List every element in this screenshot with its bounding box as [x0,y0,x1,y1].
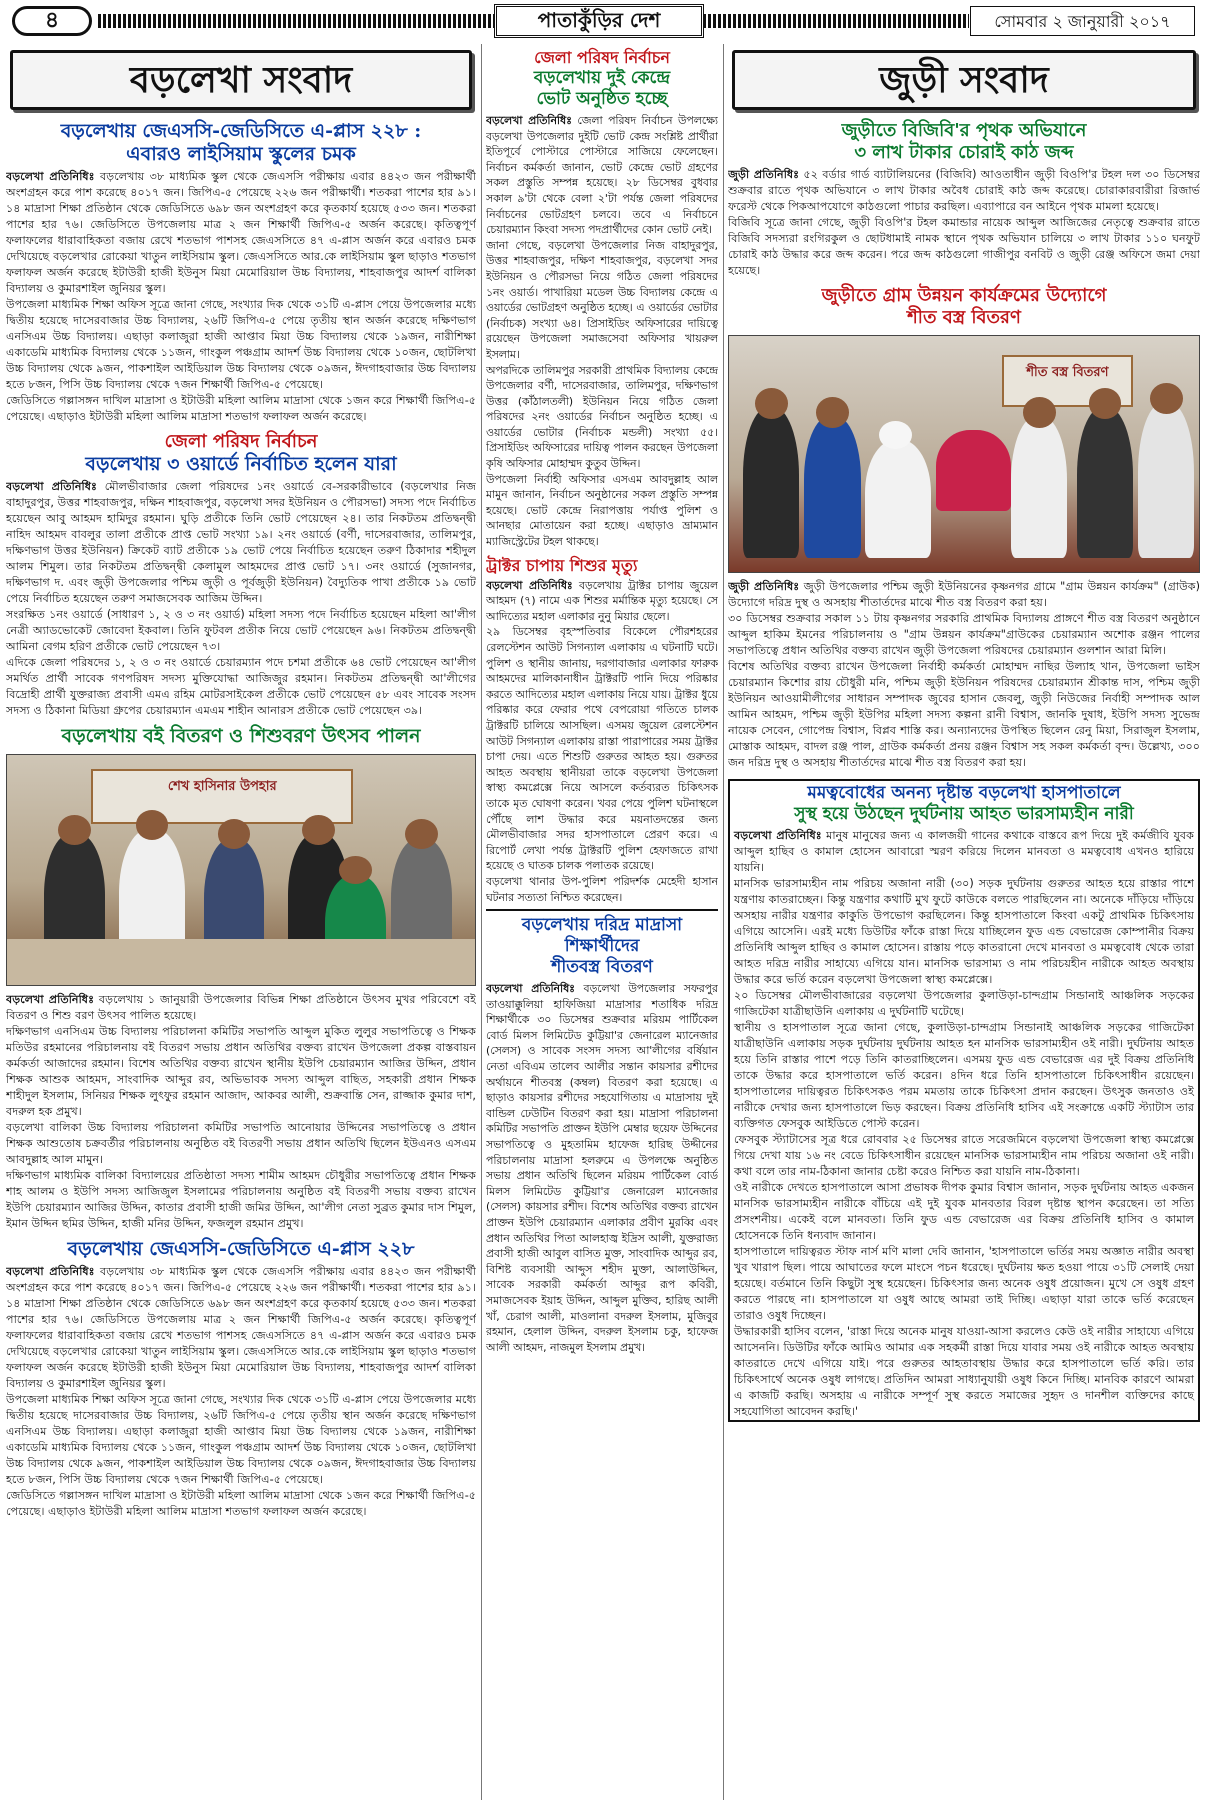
article-body [6,992,476,1232]
byline: জুড়ী প্রতিনিধিঃ [728,168,800,181]
byline: জুড়ী প্রতিনিধিঃ [728,580,800,593]
article-headline: ৩ লাখ টাকার চোরাই কাঠ জব্দ [854,142,1074,163]
article-body [486,981,718,1355]
paragraph: উদ্ধারকারী হাসিব বলেন, 'রাস্তা দিয়ে অনেক মানুষ যাওয়া-আসা করলেও কেউ ওই নারীর সাহায্যে এগিয়ে আসেননি। ডিউটির ফাঁকে আমিও আমার এক সহকর্মী রাস্তা দিয়ে যাবার সময় ওই নারীকে আহত অবস্থায় কাতরাতে দেখে এগিয়ে যাই। পরে গুরুতর আহতাবস্থায় উদ্ধার করে হাসপাতালে ভর্তি করি। তার চিকিৎসার্থে অনেক ওষুধ লাগছে। প্রতিদিন আমরা সাধ্যানুযায়ী ওষুধ কিনে দিচ্ছি। মানবিক কারণে আমরা এ কাজটি করছি। অসহায় এ নারীকে সম্পূর্ণ সুস্থ করতে সমাজের সুহৃদ ও দানশীল ব্যক্তিদের কাছে সহযোগিতা আবেদন করছি।' [734,1325,1194,1418]
byline: বড়লেখা প্রতিনিধিঃ [6,993,95,1006]
article-jsc-result [6,120,476,425]
paragraph: জেডিসিতে গল্লাসঙ্গন দাখিল মাদ্রাসা ও ইটাউরী মহিলা আলিম মাদ্রাসা থেকে ১জন করে শিক্ষার্থী জিপিএ-৫ পেয়েছে। এছাড়াও ইটাউরী মহিলা আলিম মাদ্রাসা শতভাগ ফলাফল অর্জন করেছে। [6,1489,476,1518]
article-headline: জুড়ীতে বিজিবি'র পৃথক অভিযানে [841,120,1087,141]
article-body [734,828,1194,1420]
paragraph: অপরদিকে তালিমপুর সরকারী প্রাথমিক বিদ্যালয় কেন্দ্রে উপজেলার বর্ণী, দাসেরবাজার, তালিমপুর, দক্ষিণভাগ উত্তর (কাঁঠালতলী) ইউনিয়ন নিয়ে গঠিত জেলা পরিষদের ২নং ওয়ার্ডের নির্বাচন অনুষ্ঠিত হচ্ছে। এ ওয়ার্ডের ভোটার (নির্বাচক মন্ডলী) সংখ্যা ৫৫। প্রিসাইডিং অফিসারের দায়িত্ব পালন করছেন উপজেলা কৃষি অফিসার মোহাম্মদ কুতুব উদ্দিন। [486,363,718,471]
paragraph: সংরক্ষিত ১নং ওয়ার্ডে (সাধারণ ১, ২ ও ৩ নং ওয়ার্ড) মহিলা সদস্য পদে নির্বাচিত হয়েছেন মহিলা আ'লীগ নেত্রী অ্যাডভোকেট জোবেদা ইকবাল। তিনি ফুটবল প্রতীক নিয়ে ভোট পেয়েছেন ৯৬। নিকটতম প্রতিদ্বন্দ্বী আমিনা বেগম হরিণ প্রতীকে ভোট পেয়েছেন ৭৩। [6,608,476,653]
byline: বড়লেখা প্রতিনিধিঃ [6,1265,95,1278]
article-headline: জুড়ীতে গ্রাম উন্নয়ন কার্যক্রমের উদ্যোগে [821,285,1107,306]
article-book-distribution [6,725,476,1232]
paragraph: ৩০ ডিসেম্বর শুক্রবার সকাল ১১ টায় কৃষ্ণনগর সরকারি প্রাথমিক বিদ্যালয় প্রাঙ্গণে শীত বস্ত্র বিতরণ অনুষ্ঠানে আব্দুল হাকিম ইমনের পরিচালনায় ও "গ্রাম উন্নয়ন কার্যক্রম"গ্রাউকের চেয়ারম্যান অশোক রঞ্জন পালের সভাপতিত্বে প্রধান অতিথির বক্তব্য রাখেন জুড়ী উপজেলা পরিষদের চেয়ারম্যান গুলশান আরা মিলি। [728,612,1200,657]
paragraph: এদিকে জেলা পরিষদের ১, ২ ও ৩ নং ওয়ার্ডে চেয়ারম্যান পদে চশমা প্রতীকে ৬৪ ভোট পেয়েছেন আ'লীগ সমর্থিত প্রার্থী সাবেক গণপরিষদ সদস্য মুক্তিযোদ্ধা আজিজুর রহমান। নিকটতম প্রতিদ্বন্দ্বী আ'লীগের বিদ্রোহী প্রার্থী যুক্তরাজ্য প্রবাসী এমএ রহিম মোটরসাইকেল প্রতীকে ভোট পেয়েছেন ৫৮ এবং সাবেক সংসদ সদস্য ও ঠিকানা মিডিয়া গ্রুপের চেয়ারম্যান এমএম শাহীন আনারস প্রতীকে ভোট পেয়েছেন ৩৯। [6,656,476,717]
article-tractor-accident [486,556,718,905]
paragraph: উপজেলা মাধ্যমিক শিক্ষা অফিস সূত্রে জানা গেছে, সংখ্যার দিক থেকে ৩১টি এ-প্লাস পেয়ে উপজেলার মধ্যে দ্বিতীয় হয়েছে দাসেরবাজার উচ্চ বিদ্যালয়, ২৬টি জিপিএ-৫ পেয়ে তৃতীয় স্থান অর্জন করেছে দক্ষিণভাগ এনসিএম উচ্চ বিদ্যালয়। এছাড়া কলাজুরা হাজী আপ্তাব মিয়া উচ্চ বিদ্যালয় থেকে ১৯জন, নারীশিক্ষা একাডেমি মাধ্যমিক বিদ্যালয় থেকে ১১জন, গাংকুল পঞ্চগ্রাম আদর্শ উচ্চ বিদ্যালয় থেকে ১০জন, ছোটলিখা উচ্চ বিদ্যালয় থেকে ৯জন, পাকশাইল আইডিয়াল উচ্চ বিদ্যালয় থেকে ০৯জন, ঈদগাহবাজার উচ্চ বিদ্যালয় হতে ৮জন, পিসি উচ্চ বিদ্যালয় থেকে ৭জন শিক্ষার্থী জিপিএ-৫ পেয়েছে। [6,298,476,391]
divider [486,909,718,911]
byline: বড়লেখা প্রতিনিধিঃ [486,578,573,592]
paragraph: ২০ ডিসেম্বর মৌলভীবাজারের বড়লেখা উপজেলার কুলাউড়া-চান্দগ্রাম সিন্ডানাই আঞ্চলিক সড়কের গাজিটেকা যাত্রীছাউনি এলাকায় এ দুর্ঘটনাটি ঘটেছে। [734,989,1194,1018]
paragraph: জেডিসিতে গল্লাসঙ্গন দাখিল মাদ্রাসা ও ইটাউরী মহিলা আলিম মাদ্রাসা থেকে ১জন করে শিক্ষার্থী জিপিএ-৫ পেয়েছে। এছাড়াও ইটাউরী মহিলা আলিম মাদ্রাসা শতভাগ ফলাফল অর্জন করেছে। [6,394,476,423]
article-body [6,169,476,425]
article-madrasa-winter-clothes [486,915,718,1355]
article-body [486,113,718,550]
article-hospital-humanity [728,779,1200,1422]
paragraph: দক্ষিণভাগ মাধ্যমিক বালিকা বিদ্যালয়ের প্রতিষ্ঠাতা সদস্য শামীম আহমদ চৌধুরীর সভাপতিত্বে প্রধান শিক্ষক শাহ আলম ও ইউপি সদস্য আজিজুল ইসলামের পরিচালনায় অনুষ্ঠিত বই বিতরণী সভায় বক্তব্য রাখেন ইউপি চেয়ারম্যান আজির উদ্দিন, কাতার প্রবাসী হাজী জমির উদ্দিন, আ'লীগ নেতা সুব্রত কুমার দাস শিমুল, ইমান উদ্দিন ছমির উদ্দিন, হাজী মনির উদ্দিন, ফজলুল রহমান প্রমুখ। [6,1169,476,1230]
paragraph: ওই নারীকে দেখতে হাসপাতালে আসা প্রভাষক দীপক কুমার বিশ্বাস জানান, সড়ক দুর্ঘটনায় আহত একজন মানসিক ভারসাম্যহীন নারীকে বাঁচিয়ে এই দুই যুবক মানবতার বিরল দৃষ্টান্ত স্থাপন করেছেন। তা সত্যি প্রসংশনীয়। একেই বলে মানবতা। তিনি ফুড এন্ড বেভারেজ এর বিক্রয় প্রতিনিধি হাসিব ও কামাল হোসেনকে তিনি ধন্যবাদ জানান। [734,1181,1194,1242]
paragraph: বড়লেখায় ৩৮ মাধ্যমিক স্কুল থেকে জেএসসি পরীক্ষায় এবার ৪৪২৩ জন পরীক্ষার্থী অংশগ্রহন করে পাশ করেছে ৪০১৭ জন। জিপিএ-৫ পেয়েছে ২২৬ জন পরীক্ষার্থী। শতকরা পাশের হার ৯১। ১৪ মাদ্রাসা শিক্ষা প্রতিষ্ঠান থেকে জেডিসিতে ৬৯৮ জন অংশগ্রহণ করে কৃতকার্য হয়েছে ৫৩৩ জন। শতকরা পাশের হার ৭৬। জেডিসিতে উপজেলায় মাত্র ২ জন শিক্ষার্থী জিপিএ-৫ অর্জন করেছে। কৃতিত্বপূর্ণ ফলাফলের ধারাবাহিকতা বজায় রেখে শতভাগ পাশসহ জেএসসিতে ৪৭ এ-প্লাস অর্জন করে এবারও চমক দেখিয়েছে বড়লেখার রোকেয়া খাতুন লাইসিয়াম স্কুল। জেএসসিতে আর.কে লাইসিয়াম স্কুল ছাড়াও শতভাগ ফলাফল অর্জন করেছে ইটাউরী হাজী ইউনুস মিয়া মেমোরিয়াল উচ্চ বিদ্যালয়, শাহবাজপুর আদর্শ বালিকা বিদ্যালয় ও কুমারশাইল জুনিয়র স্কুল। [6,170,476,295]
column-divider [723,44,724,1800]
paragraph: জুড়ী উপজেলার পশ্চিম জুড়ী ইউনিয়নের কৃষ্ণনগর গ্রামে "গ্রাম উন্নয়ন কার্যক্রম" (গ্রাউক) উদ্যোগে দরিদ্র দুস্থ ও অসহায় শীতার্তদের মাঝে শীত বস্ত্র বিতরণ করা হয়। [728,580,1200,609]
article-headline: বড়লেখায় দরিদ্র মাদ্রাসা [521,915,683,936]
article-kicker: জেলা পরিষদ নির্বাচন [164,431,318,452]
article-headline: সুস্থ হয়ে উঠছেন দুর্ঘটনায় আহত ভারসাম্যহীন নারী [794,804,1134,824]
article-headline: বড়লেখায় জেএসসি-জেডিসিতে এ-প্লাস ২২৮ : [60,120,422,142]
article-district-council-result [6,431,476,719]
paragraph: বড়লেখা উপজেলার সফরপুর তাওয়াক্কুলিয়া হাফিজিয়া মাদ্রাসার শতাধিক দরিদ্র শিক্ষার্থীকে ৩০ ডিসেম্বর শুক্রবার মরিয়ম পার্টিকেল বোর্ড মিলস লিমিটেড কুট্টিয়া'র জেনারেল ম্যানেজার (সেলস) ও সাবেক সংসদ সদস্য আ'লীগের বর্ষিয়ান নেতা এবিএম তালেব আলীর সন্তান কায়সার রশীদের অর্থায়নে শীতবস্ত্র (কম্বল) বিতরণ করা হয়েছে। এ ছাড়াও কায়সার রশীদের সহযোগিতায় এ মাদ্রাসায় দুই বান্ডিল ঢেউটিন বিতরণ করা হয়। মাদ্রাসা পরিচালনা কমিটির সভাপতি প্রাক্তন ইউপি মেম্বার ছয়েফ উদ্দিনের সভাপতিত্বে ও মুহতামিম হাফেজ হারিছ উদ্দীনের পরিচালনায় মাদ্রাসা হলরুমে এ উপলক্ষে অনুষ্ঠিত সভায় প্রধান অতিথি ছিলেন মরিয়ম পার্টিকেল বোর্ড মিলস লিমিটেড কুট্টিয়া'র জেনারেল ম্যানেজার (সেলস) কায়সার রশীদ। বিশেষ অতিথির বক্তব্য রাখেন প্রাক্তন ইউপি চেয়ারম্যান এলাকার প্রবীণ মুরব্বি এবং প্রধান অতিথির পিতা আলহাজ্ব ইদ্রিস আলী, যুক্তরাজ্য প্রবাসী হাজী আবুল বাসিত মুক্ত, সাংবাদিক আব্দুর রব, বিশিষ্ট ব্যবসায়ী আব্দুস শহীদ মুক্তা, আলাউদ্দিন, সাবেক সরকারী কর্মকর্তা আব্দুর রূপ কবিরী, সমাজসেবক ইয়াহ উদ্দিন, আব্দুল মুক্তিব, হারিছ আলী খাঁ, চেরাগ আলী, মাওলানা বদরুল ইসলাম, মুজিবুর রহমান, হেলাল উদ্দিন, বদরুল ইসলাম চকু, হাফেজ আলী আহমদ, নাজমুল ইসলাম প্রমুখ। [486,982,718,1354]
section-title: জুড়ী সংবাদ [732,50,1196,110]
article-jsc-result-repeat [6,1238,476,1520]
paragraph: মানসিক ভারসাম্যহীন নাম পরিচয় অজানা নারী (৩০) সড়ক দুর্ঘটনায় গুরুতর আহত হয়ে রাস্তার পাশে যন্ত্রণায় কাতরাচ্ছেন। কিন্তু যন্ত্রণার কথাটি মুখ ফুটে কাউকে বলতে পারছিলেন না। অনেকে দাঁড়িয়ে দাঁড়িয়ে অসহায় নারীর যন্ত্রণার কাকুতি উপভোগ করছিলেন। কিন্তু হাসপাতালে কিংবা একটু প্রাথমিক চিকিৎসায় এগিয়ে আসেনি। এরই মধ্যে ডিউটির ফাঁকে রাস্তা দিয়ে যাচ্ছিলেন ফুড এন্ড বেভারেজ কোম্পানীর বিক্রয় প্রতিনিধি আব্দুল হাছিব ও কামাল হোসেন। রাস্তায় পড়ে কাতরানো দেখে মানবতা ও মমত্ববোধ থেকে তারা আহত দরিদ্র নারীর সাহায্যে এগিয়ে যান। মানসিক ভারসাম্য ও নাম পরিচয়হীন নারীকে আহত অবস্থায় উদ্ধার করে ভর্তি করেন বড়লেখা উপজেলা স্বাস্থ্য কমপ্লেক্সে। [734,877,1194,986]
paragraph: বিশেষ অতিথির বক্তব্য রাখেন উপজেলা নির্বাহী কর্মকর্তা মোহাম্মদ নাছির উল্যাহ খান, উপজেলা ভাইস চেয়ারম্যান কিশোর রায় চৌধুরী মনি, পশ্চিম জুড়ী ইউনিয়ন পরিষদের চেয়ারম্যান শ্রীকান্ত দাস, পশ্চিম জুড়ী ইউনিয়ন আওয়ামীলীগের সাধারন সম্পাদক জুবের হাসান জেবলু, জুড়ী নিউজের নির্বাহী সম্পাদক আল আমিন আহমদ, পশ্চিম জুড়ী ইউপির মহিলা সদস্য কল্পনা রানী বিশ্বাস, জানকি দুষাধ, ইউপি সদস্য সুভেন্দ্র নায়েক সেবেন, গোপেন্দ্র বিশ্বাস, বিপ্লব শাস্তি কর। অন্যান্যদের উপস্থিত ছিলেন রেনু মিয়া, সিরাজুল ইসলাম, মোস্তাক আহমদ, বাদল রঞ্জ পাল, গ্রাউক কর্মকর্তা প্রনয় রঞ্জন বিশ্বাস সহ সকল কর্মকর্তা বৃন্দ। উল্লেখ্য, ৩০০ জন দরিদ্র দুস্থ ও অসহায় শীতার্তদের মাঝে শীত বস্ত্র বিতরণ করা হয়। [728,660,1200,769]
byline: বড়লেখা প্রতিনিধিঃ [6,170,95,183]
paragraph: বড়লেখা বালিকা উচ্চ বিদ্যালয় পরিচালনা কমিটির সভাপতি আনোয়ার উদ্দিনের সভাপতিত্বে ও প্রধান শিক্ষক আশুতোষ চক্রবর্তীর পরিচালনায় অনুষ্ঠিত বই বিতরণী সভায় প্রধান অতিথি ছিলেন ইউএনও এসএম আবদুল্লাহ আল মামুন। [6,1121,476,1166]
issue-date: সোমবার ২ জানুয়ারী ২০১৭ [970,6,1195,36]
article-headline: মমত্ববোধের অনন্য দৃষ্টান্ত বড়লেখা হাসপাতালে [807,783,1121,803]
article-headline: বড়লেখায় বই বিতরণ ও শিশুবরণ উৎসব পালন [61,725,421,747]
article-body [6,1264,476,1520]
byline: বড়লেখা প্রতিনিধিঃ [6,480,97,493]
article-headline: বড়লেখায় জেএসসি-জেডিসিতে এ-প্লাস ২২৮ [67,1238,415,1260]
paragraph: উপজেলা নির্বাহী অফিসার এসএম আবদুল্লাহ আল মামুন জানান, নির্বাচন অনুষ্ঠানের সকল প্রস্তুতি সম্পন্ন হয়েছে। ভোট কেন্দ্রে নিরাপত্তায় পর্যাপ্ত পুলিশ ও আনছার মোতায়েন করা হচ্ছে। এছাড়াও ভ্রাম্যমান ম্যাজিস্ট্রেটের টহল থাকছে। [486,472,718,549]
paragraph: স্থানীয় ও হাসপাতাল সূত্রে জানা গেছে, কুলাউড়া-চান্দগ্রাম সিন্ডানাই আঞ্চলিক সড়কের গাজিটেকা যাত্রীছাউনি এলাকায় সড়ক দুর্ঘটনায় দুর্ঘটনায় আহত হন মানসিক ভারসাম্যহীন ওই নারী। দুর্ঘটনায় আহত হয়ে তিনি রাস্তার পাশে পড়ে তিনি কাতরাচ্ছিলেন। এসময় ফুড এন্ড বেভারেজ এর দুই বিক্রয় প্রতিনিধি তাকে উদ্ধার করে হাসপাতালে ভর্তি করেন। ৪দিন ধরে তিনি হাসপাতালে চিকিৎসাধীন রয়েছেন। হাসপাতালের দায়িত্বরত চিকিৎসকও পরম মমতায় তাকে চিকিৎসা প্রদান করছেন। উৎসুক জনতাও ওই নারীকে দেখার জন্য হাসপাতালে ভিড় করছেন। বিক্রয় প্রতিনিধি হাসিব এই সংক্রান্তে একটি স্ট্যাটাস তার ব্যক্তিগত ফেসবুক আইডিতে পোস্ট করেন। [734,1021,1194,1130]
column-barlekha-news [6,44,476,1800]
paragraph: বড়লেখায় ১ জানুয়ারী উপজেলার বিভিন্ন শিক্ষা প্রতিষ্ঠানে উৎসব মুখর পরিবেশে বই বিতরণ ও শিশু বরণ উৎসব পালিত হয়েছে। [6,993,476,1022]
article-headline: শীতবস্ত্র বিতরণ [551,957,653,978]
paragraph: বড়লেখা থানার উপ-পুলিশ পরিদর্শক মেহেদী হাসান ঘটনার সত্যতা নিশ্চিত করেছেন। [486,874,718,904]
news-photo [6,754,476,986]
article-headline: বড়লেখায় দুই কেন্দ্রে [533,68,671,88]
masthead [6,4,1199,38]
paragraph: বড়লেখায় ট্রাক্টর চাপায় জুয়েল আহমদ (৭) নামে এক শিশুর মর্মান্তিক মৃত্যু হয়েছে। সে আদিত্যের মহাল এলাকার নুনু মিয়ার ছেলে। [486,578,718,623]
paragraph: বড়লেখায় ৩৮ মাধ্যমিক স্কুল থেকে জেএসসি পরীক্ষায় এবার ৪৪২৩ জন পরীক্ষার্থী অংশগ্রহন করে পাশ করেছে ৪০১৭ জন। জিপিএ-৫ পেয়েছে ২২৬ জন পরীক্ষার্থী। শতকরা পাশের হার ৯১। ১৪ মাদ্রাসা শিক্ষা প্রতিষ্ঠান থেকে জেডিসিতে ৬৯৮ জন অংশগ্রহণ করে কৃতকার্য হয়েছে ৫৩৩ জন। শতকরা পাশের হার ৭৬। জেডিসিতে উপজেলায় মাত্র ২ জন শিক্ষার্থী জিপিএ-৫ অর্জন করেছে। কৃতিত্বপূর্ণ ফলাফলের ধারাবাহিকতা বজায় রেখে শতভাগ পাশসহ জেএসসিতে ৪৭ এ-প্লাস অর্জন করে এবারও চমক দেখিয়েছে বড়লেখার রোকেয়া খাতুন লাইসিয়াম স্কুল। জেএসসিতে আর.কে লাইসিয়াম স্কুল ছাড়াও শতভাগ ফলাফল অর্জন করেছে ইটাউরী হাজী ইউনুস মিয়া মেমোরিয়াল উচ্চ বিদ্যালয়, শাহবাজপুর আদর্শ বালিকা বিদ্যালয় ও কুমারশাইল জুনিয়র স্কুল। [6,1265,476,1390]
article-headline: ভোট অনুষ্ঠিত হচ্ছে [536,89,668,109]
paragraph: ২৯ ডিসেম্বর বৃহস্পতিবার বিকেলে পৌরশহরের রেলস্টেশন আউট সিগন্যাল এলাকায় এ ঘটনাটি ঘটে। পুলিশ ও স্থানীয় জানায়, দরগাবাজার এলাকার ফারুক আহমদের মালিকানাধীন ট্রাক্টরটি পানি দিয়ে পরিষ্কার করতে আদিত্যের মহাল এলাকায় নিয়ে যায়। ট্রাক্টর ধুয়ে পরিষ্কার করে ফেরার পথে বেপরোয়া গতিতে চালক ট্রাক্টরটি চালিয়ে আসছিল। এসময় জুয়েল রেলস্টেশন আউট সিগন্যাল এলাকায় রাস্তা পারাপারের সময় ট্রাক্টর চাপা দেয়। এতে শিশুটি গুরুতর আহত হয়। গুরুতর আহত অবস্থায় স্থানীয়রা তাকে বড়লেখা উপজেলা স্বাস্থ্য কমপ্লেক্সে নিয়ে আসলে কর্তব্যরত চিকিৎসক তাকে মৃত ঘোষণা করেন। খবর পেয়ে পুলিশ ঘটনাস্থলে পৌঁছে লাশ উদ্ধার করে ময়নাতদন্তের জন্য মৌলভীবাজার সদর হাসপাতালে প্রেরণ করে। এ রিপোর্ট লেখা পর্যন্ত ট্রাক্টরটি পুলিশ হেফাজতে রাখা হয়েছে ও ঘাতক চালক পলাতক রয়েছে। [486,625,718,873]
column-middle [486,44,718,1800]
article-headline: শীত বস্ত্র বিতরণ [907,307,1021,328]
article-bgb-timber-seized [728,120,1200,279]
paragraph: ফেসবুক স্ট্যাটাসের সূত্র ধরে রোববার ২৫ ডিসেম্বর রাতে সরেজমিনে বড়লেখা উপজেলা স্বাস্থ্য কমপ্লেক্সে গিয়ে দেখা যায় ১৬ নং বেডে চিকিৎসাধীন রয়েছেন মানসিক ভারসাম্যহীন নাম পরিচয় অজানা ওই নারী। কথা বলে তার নাম-ঠিকানা জানার চেষ্টা করেও নিশ্চিত করা যায়নি নাম-ঠিকানা। [734,1133,1194,1178]
article-body [6,479,476,719]
photo-banner: শীত বস্ত্র বিতরণ [1002,355,1134,407]
article-body [728,167,1200,279]
byline: বড়লেখা প্রতিনিধিঃ [486,114,572,127]
page-number: ৪ [12,6,92,36]
news-photo [728,335,1200,573]
byline: বড়লেখা প্রতিনিধিঃ [734,829,822,842]
section-title: বড়লেখা সংবাদ [10,50,472,110]
column-juri-news [728,44,1200,1800]
paragraph: দক্ষিণভাগ এনসিএম উচ্চ বিদ্যালয় পরিচালনা কমিটির সভাপতি আব্দুল মুকিত লুলুর সভাপতিত্বে ও শিক্ষক মতিউর রহমানের পরিচালনায় বই বিতরণ সভায় প্রধান অতিথির বক্তব্য রাখেন উপজেলা প্রকল্প বাস্তবায়ন কর্মকর্তা আজাদের রহমান। বিশেষ অতিথির বক্তব্য রাখেন স্থানীয় ইউপি চেয়ারম্যান আজির উদ্দিন, প্রধান শিক্ষক আশুক আহমদ, সাংবাদিক আব্দুর রব, অভিভাবক সদস্য আব্দুল বাছিত, সহকারী প্রধান শিক্ষক শাহীদুল ইসলাম, সিনিয়র শিক্ষক লুৎফুর রহমান আজাদ, আকবর আলী, শুক্রবান্তি সেন, রাজ্জাক কুমার দাশ, বদরুল হক প্রমুখ। [6,1025,476,1118]
column-divider [481,44,482,1800]
photo-banner: শেখ হাসিনার উপহার [91,769,353,824]
newspaper-logo: পাতাকুঁড়ির দেশ [494,4,704,38]
paragraph: জেলা পরিষদ নির্বাচন উপলক্ষ্যে বড়লেখা উপজেলার দুইটি ভোট কেন্দ্র সংশ্লিষ্ট প্রার্থীরা ইতিপূর্বে পোস্টারে পোস্টারে সাজিয়ে ফেলেছেন। নির্বাচন কর্মকর্তা জানান, ভোট কেন্দ্রে ভোট গ্রহণের সকল প্রস্তুতি সম্পন্ন হয়েছে। ২৮ ডিসেম্বর বুধবার সকাল ৯'টা থেকে বেলা ২'টা পর্যন্ত জেলা পরিষদের নির্বাচনের ভোটগ্রহণ চলবে। তবে এ নির্বাচনে চেয়ারম্যান কিংবা সদস্য পদপ্রার্থীদের কোন ভোট নেই। [486,114,718,237]
article-winter-clothes-distribution [728,285,1200,771]
paragraph: মৌলভীবাজার জেলা পরিষদের ১নং ওয়ার্ডে বে-সরকারীভাবে (বড়লেখার নিজ বাহাদুরপুর, উত্তর শাহবাজপুর, দক্ষিন শাহবাজপুর, বড়লেখা সদর ইউনিয়ন ও পৌরসভা) সদস্য পদে নির্বাচিত হয়েছেন আবু আহমদ হামিদুর রহমান। ঘুড়ি প্রতীকে তিনি ভোট পেয়েছেন ২৪। তার নিকটতম প্রতিদ্বন্দ্বী নাহিদ আহমদ বাবলুর তালা প্রতীকে প্রাপ্ত ভোট সংখ্যা ১৯। ২নং ওয়ার্ডে (বর্ণী, দাসেরবাজার, তালিমপুর, দক্ষিণভাগ উত্তর ইউনিয়ন) ক্রিকেট ব্যাট প্রতীকে ১৯ ভোট পেয়ে নির্বাচিত হয়েছেন তরুণ ঠিকাদার শহীদুল আলম শিমুল। তার নিকটতম প্রতিদ্বন্দ্বী কেলামুল আহমদের প্রাপ্ত ভোট ১৭। ৩নং ওয়ার্ডে (সুজানগর, দক্ষিণভাগ দ. এবং জুড়ী উপজেলার পশ্চিম জুড়ী ও পূর্বজুড়ী ইউনিয়ন) বৈদ্যুতিক পাখা প্রতীকে ১৯ ভোট পেয়ে নির্বাচিত হয়েছেন তরুণ সমাজসেবক আজিম উদ্দিন। [6,480,476,605]
article-election-centers [486,48,718,550]
paragraph: মানুষ মানুষের জন্য এ কালজয়ী গানের কথাকে বাস্তবে রূপ দিয়ে দুই কর্মজীবি যুবক আব্দুল হাছিব ও কামাল হোসেন আবারো স্মরণ করিয়ে দিলেন মানবতা ও মমত্ববোধ এখনও হারিয়ে যায়নি। [734,829,1194,874]
article-kicker: জেলা পরিষদ নির্বাচন [534,48,670,67]
article-body [728,579,1200,771]
paragraph: বিজিবি সূত্রে জানা গেছে, জুড়ী বিওপি'র টহল কমান্ডার নায়েক আব্দুল আজিজের নেতৃত্বে শুক্রবার রাতে বিজিবি সদস্যরা রংগিরকুল ও ছোটধামাই নামক স্থানে পৃথক অভিযান চালিয়ে ৩ লাখ টাকার ১১০ ঘনফুট চোরাই কাঠ উদ্ধার করে জব্দ করেন। পরে জব্দ কাঠগুলো গাজীপুর বনবিট ও জুড়ী রেঞ্জ অফিসে জমা দেয়া হয়েছে। [728,216,1200,277]
byline: বড়লেখা প্রতিনিধিঃ [486,982,575,996]
article-headline: ট্রাক্টর চাপায় শিশুর মৃত্যু [486,555,638,575]
paragraph: উপজেলা মাধ্যমিক শিক্ষা অফিস সূত্রে জানা গেছে, সংখ্যার দিক থেকে ৩১টি এ-প্লাস পেয়ে উপজেলার মধ্যে দ্বিতীয় হয়েছে দাসেরবাজার উচ্চ বিদ্যালয়, ২৬টি জিপিএ-৫ পেয়ে তৃতীয় স্থান অর্জন করেছে দক্ষিণভাগ এনসিএম উচ্চ বিদ্যালয়। এছাড়া কলাজুরা হাজী আপ্তাব মিয়া উচ্চ বিদ্যালয় থেকে ১৯জন, নারীশিক্ষা একাডেমি মাধ্যমিক বিদ্যালয় থেকে ১১জন, গাংকুল পঞ্চগ্রাম আদর্শ উচ্চ বিদ্যালয় থেকে ১০জন, ছোটলিখা উচ্চ বিদ্যালয় থেকে ৯জন, পাকশাইল আইডিয়াল উচ্চ বিদ্যালয় থেকে ০৯জন, ঈদগাহবাজার উচ্চ বিদ্যালয় হতে ৮জন, পিসি উচ্চ বিদ্যালয় থেকে ৭জন শিক্ষার্থী জিপিএ-৫ পেয়েছে। [6,1393,476,1486]
paragraph: জানা গেছে, বড়লেখা উপজেলার নিজ বাহাদুরপুর, উত্তর শাহবাজপুর, দক্ষিণ শাহবাজপুর, বড়লেখা সদর ইউনিয়ন ও পৌরসভা নিয়ে গঠিত জেলা পরিষদের ১নং ওয়ার্ড। পাখারিয়া মডেল উচ্চ বিদ্যালয় কেন্দ্রে এ ওয়ার্ডের ভোটগ্রহণ অনুষ্ঠিত হচ্ছে। এ ওয়ার্ডের ভোটার (নির্বাচক) সংখ্যা ৬৪। প্রিসাইডিং অফিসারের দায়িত্বে রয়েছেন উপজেলা সমাজসেবা অফিসার খায়রুল ইসলাম। [486,238,718,361]
paragraph: ৫২ বর্ডার গার্ড ব্যাটালিয়নের (বিজিবি) আওতাধীন জুড়ী বিওপি'র টহল দল ৩০ ডিসেম্বর শুক্রবার রাতে পৃথক অভিযানে ৩ লাখ টাকার অবৈধ চোরাই কাঠ জব্দ করেছে। চোরাকারবারীরা রিজার্ভ ফরেস্ট থেকে পিকআপযোগে কাঠগুলো পাচার করছিল। এব্যাপারে বন আইনে পৃথক মামলা হয়েছে। [728,168,1200,213]
article-headline: বড়লেখায় ৩ ওয়ার্ডে নির্বাচিত হলেন যারা [85,453,397,475]
article-headline: এবারও লাইসিয়াম স্কুলের চমক [126,143,356,165]
paragraph: হাসপাতালে দায়িত্বরত স্টাফ নার্স মণি মালা দেবি জানান, 'হাসপাতালে ভর্তির সময় অজ্ঞাত নারীর অবস্থা খুব খারাপ ছিল। পায়ে আঘাতের ফলে মাংসে পচন ধরেছে। দুর্ঘটনায় ক্ষত হওয়া পায়ে ৩১টি সেলাই দেয়া হয়েছে। বর্তমানে তিনি কিছুটা সুস্থ হয়েছেন। চিকিৎসার জন্য অনেক ওষুধ প্রয়োজন। মুখে সে ওষুধ গ্রহণ করতে পারছে না। হাসপাতালে যা ওষুধ আছে আমরা তাই দিচ্ছি। এছাড়া যারা তাকে ভর্তি করেছেন তারাও ওষুধ দিচ্ছেন। [734,1245,1194,1322]
article-headline: শিক্ষার্থীদের [564,936,640,957]
article-body [486,578,718,905]
